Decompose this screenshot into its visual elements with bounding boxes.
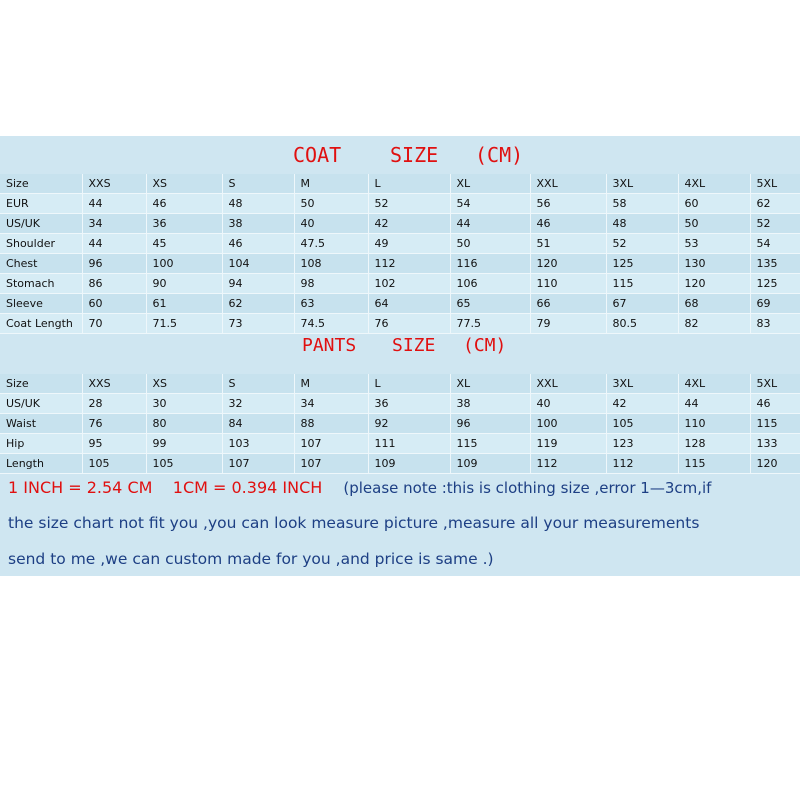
size-cell: XXL: [530, 174, 606, 194]
size-cell: 66: [530, 294, 606, 314]
size-cell: 96: [82, 254, 146, 274]
size-cell: 125: [750, 274, 800, 294]
size-cell: 106: [450, 274, 530, 294]
size-cell: 65: [450, 294, 530, 314]
table-row: [0, 234, 800, 254]
size-cell: 115: [450, 434, 530, 454]
table-row: [0, 274, 800, 294]
size-cell: 98: [294, 274, 368, 294]
unit-conversion: 1 INCH = 2.54 CM 1CM = 0.394 INCH: [8, 478, 323, 497]
coat-size-table: [0, 174, 800, 334]
size-cell: 60: [678, 194, 750, 214]
size-cell: 107: [294, 434, 368, 454]
size-cell: 82: [678, 314, 750, 334]
size-cell: 92: [368, 414, 450, 434]
size-cell: 3XL: [606, 174, 678, 194]
size-cell: 80.5: [606, 314, 678, 334]
size-cell: 100: [530, 414, 606, 434]
row-label: Sleeve: [0, 294, 82, 314]
size-cell: 109: [368, 454, 450, 474]
note-text-1: (please note :this is clothing size ,error 1—3cm,if: [343, 479, 712, 497]
size-cell: 130: [678, 254, 750, 274]
row-label: Coat Length: [0, 314, 82, 334]
size-cell: 60: [82, 294, 146, 314]
size-cell: 62: [750, 194, 800, 214]
size-cell: 116: [450, 254, 530, 274]
size-cell: 94: [222, 274, 294, 294]
size-cell: 76: [368, 314, 450, 334]
size-cell: 54: [750, 234, 800, 254]
size-cell: 46: [530, 214, 606, 234]
size-cell: L: [368, 374, 450, 394]
table-row: [0, 414, 800, 434]
size-cell: 119: [530, 434, 606, 454]
size-cell: 79: [530, 314, 606, 334]
row-label: Waist: [0, 414, 82, 434]
size-cell: 30: [146, 394, 222, 414]
size-cell: 69: [750, 294, 800, 314]
size-cell: 5XL: [750, 374, 800, 394]
size-cell: 90: [146, 274, 222, 294]
size-cell: 123: [606, 434, 678, 454]
size-cell: 48: [606, 214, 678, 234]
size-cell: XL: [450, 374, 530, 394]
row-label: Size: [0, 374, 82, 394]
size-cell: 45: [146, 234, 222, 254]
size-cell: 108: [294, 254, 368, 274]
size-cell: XS: [146, 374, 222, 394]
size-cell: 38: [222, 214, 294, 234]
size-cell: 128: [678, 434, 750, 454]
size-cell: XXS: [82, 374, 146, 394]
size-cell: 77.5: [450, 314, 530, 334]
size-cell: 83: [750, 314, 800, 334]
size-cell: 56: [530, 194, 606, 214]
size-cell: 95: [82, 434, 146, 454]
size-cell: 100: [146, 254, 222, 274]
size-cell: 115: [750, 414, 800, 434]
size-cell: 120: [530, 254, 606, 274]
table-row: [0, 294, 800, 314]
row-label: Size: [0, 174, 82, 194]
size-cell: 112: [530, 454, 606, 474]
size-cell: 107: [222, 454, 294, 474]
pants-size-table: [0, 374, 800, 474]
row-label: Hip: [0, 434, 82, 454]
size-cell: XXS: [82, 174, 146, 194]
pants-title-size: SIZE: [392, 335, 436, 356]
size-cell: 51: [530, 234, 606, 254]
table-row: [0, 194, 800, 214]
size-cell: 46: [222, 234, 294, 254]
size-cell: 133: [750, 434, 800, 454]
size-cell: 67: [606, 294, 678, 314]
row-label: Shoulder: [0, 234, 82, 254]
size-cell: S: [222, 374, 294, 394]
size-cell: 102: [368, 274, 450, 294]
size-cell: 115: [678, 454, 750, 474]
size-cell: 80: [146, 414, 222, 434]
size-cell: 47.5: [294, 234, 368, 254]
size-cell: 50: [450, 234, 530, 254]
notes-line-1: [8, 478, 711, 497]
size-cell: 105: [146, 454, 222, 474]
size-cell: 64: [368, 294, 450, 314]
size-cell: 68: [678, 294, 750, 314]
row-label: US/UK: [0, 394, 82, 414]
note-text-2: the size chart not fit you ,you can look measure picture ,measure all your measurements: [8, 514, 700, 532]
pants-title-word: PANTS: [302, 335, 357, 356]
size-cell: 96: [450, 414, 530, 434]
size-cell: 48: [222, 194, 294, 214]
size-cell: 120: [750, 454, 800, 474]
size-cell: 111: [368, 434, 450, 454]
size-cell: 125: [606, 254, 678, 274]
table-row: [0, 454, 800, 474]
size-cell: 3XL: [606, 374, 678, 394]
size-cell: 50: [294, 194, 368, 214]
size-cell: 84: [222, 414, 294, 434]
size-cell: 42: [606, 394, 678, 414]
size-cell: 44: [678, 394, 750, 414]
size-cell: 32: [222, 394, 294, 414]
size-cell: 115: [606, 274, 678, 294]
size-cell: 105: [606, 414, 678, 434]
size-cell: 4XL: [678, 174, 750, 194]
size-cell: 54: [450, 194, 530, 214]
table-row: [0, 214, 800, 234]
size-cell: 135: [750, 254, 800, 274]
row-label: Length: [0, 454, 82, 474]
size-cell: 50: [678, 214, 750, 234]
size-cell: 109: [450, 454, 530, 474]
size-cell: 99: [146, 434, 222, 454]
size-cell: 74.5: [294, 314, 368, 334]
size-cell: 105: [82, 454, 146, 474]
size-cell: 5XL: [750, 174, 800, 194]
table-row: [0, 374, 800, 394]
size-cell: 110: [530, 274, 606, 294]
size-cell: 28: [82, 394, 146, 414]
size-cell: 112: [368, 254, 450, 274]
size-cell: 40: [530, 394, 606, 414]
size-cell: XS: [146, 174, 222, 194]
size-cell: 88: [294, 414, 368, 434]
table-row: [0, 254, 800, 274]
size-cell: S: [222, 174, 294, 194]
size-cell: 86: [82, 274, 146, 294]
size-cell: 110: [678, 414, 750, 434]
size-cell: 63: [294, 294, 368, 314]
size-cell: 107: [294, 454, 368, 474]
size-cell: 40: [294, 214, 368, 234]
size-cell: 120: [678, 274, 750, 294]
size-cell: 53: [678, 234, 750, 254]
size-cell: XXL: [530, 374, 606, 394]
size-cell: L: [368, 174, 450, 194]
size-cell: 61: [146, 294, 222, 314]
size-cell: 52: [750, 214, 800, 234]
coat-title-size: SIZE: [390, 143, 439, 167]
size-cell: 73: [222, 314, 294, 334]
size-cell: 103: [222, 434, 294, 454]
size-cell: XL: [450, 174, 530, 194]
size-cell: 36: [146, 214, 222, 234]
coat-title-unit: (CM): [475, 143, 524, 167]
size-cell: 44: [450, 214, 530, 234]
size-cell: 34: [294, 394, 368, 414]
size-cell: 76: [82, 414, 146, 434]
size-cell: M: [294, 174, 368, 194]
size-cell: 34: [82, 214, 146, 234]
coat-title-word: COAT: [293, 143, 342, 167]
size-cell: 52: [368, 194, 450, 214]
row-label: US/UK: [0, 214, 82, 234]
size-cell: 104: [222, 254, 294, 274]
size-cell: 46: [146, 194, 222, 214]
row-label: Stomach: [0, 274, 82, 294]
table-row: [0, 314, 800, 334]
table-row: [0, 394, 800, 414]
size-cell: 49: [368, 234, 450, 254]
size-cell: 44: [82, 234, 146, 254]
size-cell: 70: [82, 314, 146, 334]
size-cell: 44: [82, 194, 146, 214]
size-cell: M: [294, 374, 368, 394]
size-cell: 46: [750, 394, 800, 414]
size-cell: 36: [368, 394, 450, 414]
note-text-3: send to me ,we can custom made for you ,and price is same .): [8, 550, 494, 568]
row-label: Chest: [0, 254, 82, 274]
size-cell: 4XL: [678, 374, 750, 394]
table-row: [0, 434, 800, 454]
size-cell: 58: [606, 194, 678, 214]
size-cell: 52: [606, 234, 678, 254]
size-cell: 71.5: [146, 314, 222, 334]
row-label: EUR: [0, 194, 82, 214]
pants-title-unit: (CM): [463, 335, 507, 356]
table-row: [0, 174, 800, 194]
size-cell: 62: [222, 294, 294, 314]
size-cell: 112: [606, 454, 678, 474]
size-cell: 38: [450, 394, 530, 414]
size-cell: 42: [368, 214, 450, 234]
